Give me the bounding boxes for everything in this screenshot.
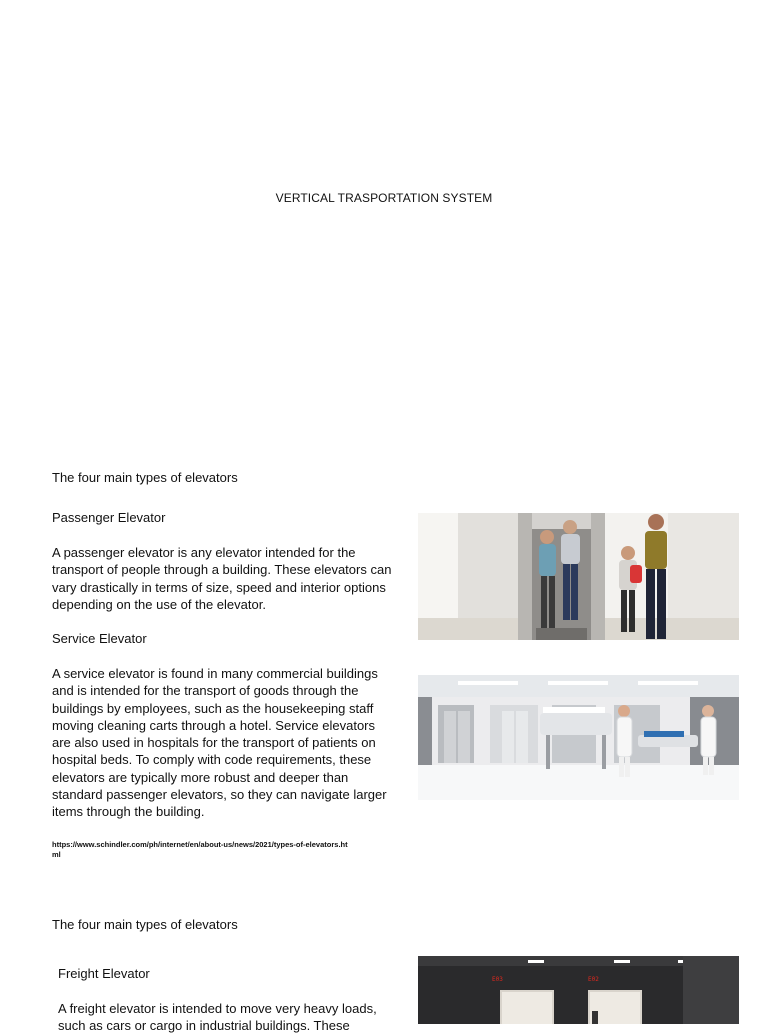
- service-elevator-text: A service elevator is found in many commercial buildings and is intended for the transport of goods through the buildings by employees, such as the housekeeping staff moving cleaning carts through a hotel. Service elevators are also used in hospitals for the transport of patients on hospital beds. To comply with code requirements, these elevators are typically more robust and deeper than standard passenger elevators, so they can navigate larger items through the building.: [52, 666, 387, 820]
- source-link[interactable]: https://www.schindler.com/ph/internet/en/about-us/news/2021/types-of-elevators.html: [52, 840, 348, 859]
- service-elevator-heading: Service Elevator: [52, 631, 147, 646]
- service-elevator-photo: [418, 675, 739, 800]
- floor-indicator-e03: E03: [492, 976, 503, 983]
- passenger-elevator-text: A passenger elevator is any elevator intended for the transport of people through a building. These elevators can vary drastically in terms of size, speed and interior options depending on the use of the elevator.: [52, 545, 392, 612]
- section-heading-2: The four main types of elevators: [52, 917, 238, 932]
- floor-indicator-e02: E02: [588, 976, 599, 983]
- freight-elevator-text: A freight elevator is intended to move very heavy loads, such as cars or cargo in industrial buildings. These: [58, 1001, 377, 1034]
- passenger-elevator-heading: Passenger Elevator: [52, 510, 166, 525]
- section-heading: The four main types of elevators: [52, 470, 238, 485]
- document-title: VERTICAL TRASPORTATION SYSTEM: [275, 191, 493, 205]
- passenger-elevator-photo: [418, 513, 739, 640]
- freight-elevator-photo: [418, 956, 739, 1024]
- freight-elevator-heading: Freight Elevator: [58, 966, 150, 981]
